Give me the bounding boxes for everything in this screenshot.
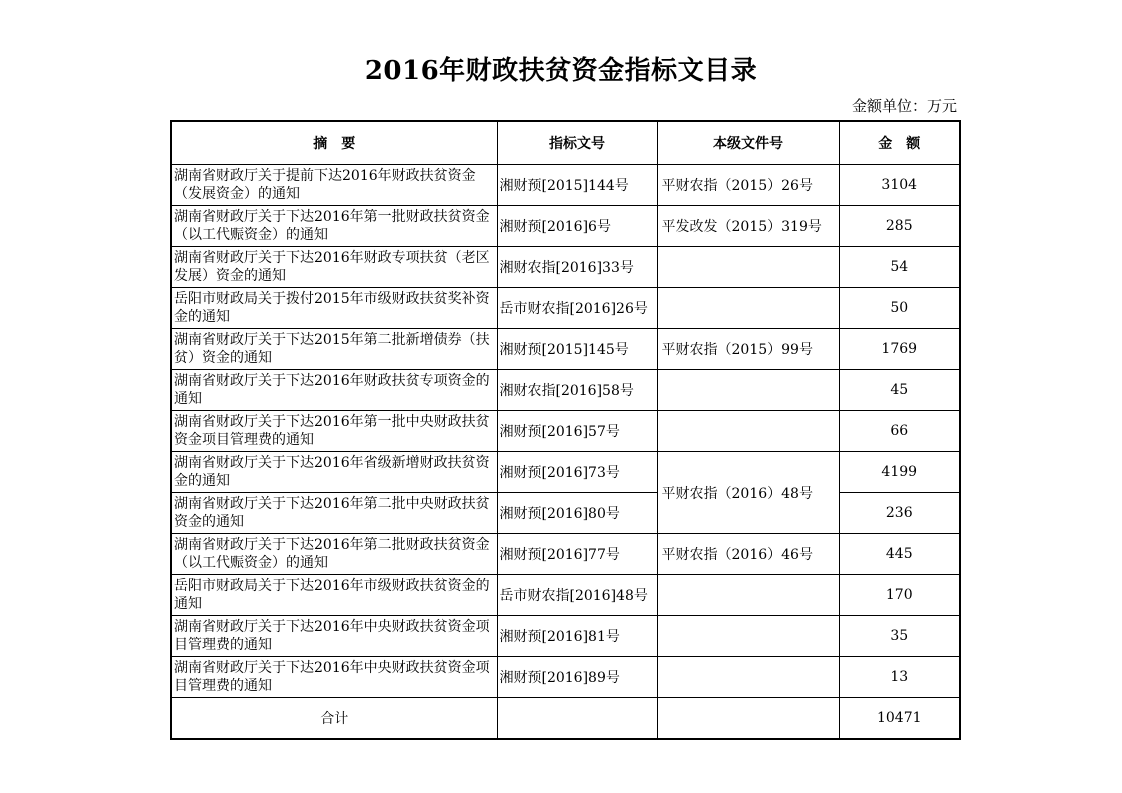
row-own-doc-no	[657, 411, 839, 452]
row-doc-no: 湘财预[2016]80号	[497, 493, 657, 534]
table-row	[171, 411, 960, 452]
row-summary: 湖南省财政厅关于下达2016年省级新增财政扶贫资金的通知	[171, 452, 497, 493]
table-row	[171, 657, 960, 698]
table-row	[171, 370, 960, 411]
row-amount: 170	[839, 575, 960, 616]
row-summary: 湖南省财政厅关于下达2016年第二批中央财政扶贫资金的通知	[171, 493, 497, 534]
table-row	[171, 206, 960, 247]
row-doc-no: 湘财农指[2016]33号	[497, 247, 657, 288]
row-own-doc-no	[657, 575, 839, 616]
row-amount: 285	[839, 206, 960, 247]
row-own-doc-no: 平财农指（2015）26号	[657, 165, 839, 206]
total-doc-no-empty	[497, 698, 657, 740]
row-summary: 湖南省财政厅关于提前下达2016年财政扶贫资金（发展资金）的通知	[171, 165, 497, 206]
row-own-doc-no	[657, 657, 839, 698]
row-summary: 湖南省财政厅关于下达2016年中央财政扶贫资金项目管理费的通知	[171, 657, 497, 698]
row-doc-no: 湘财预[2016]77号	[497, 534, 657, 575]
row-amount: 35	[839, 616, 960, 657]
row-own-doc-no	[657, 370, 839, 411]
table-row	[171, 452, 960, 493]
total-row	[171, 698, 960, 740]
header-amount: 金 额	[839, 121, 960, 165]
row-doc-no: 湘财预[2015]145号	[497, 329, 657, 370]
row-own-doc-no	[657, 247, 839, 288]
row-summary: 湖南省财政厅关于下达2016年财政专项扶贫（老区发展）资金的通知	[171, 247, 497, 288]
row-doc-no: 湘财预[2016]81号	[497, 616, 657, 657]
total-label: 合计	[171, 698, 497, 740]
table-row	[171, 616, 960, 657]
row-doc-no: 岳市财农指[2016]48号	[497, 575, 657, 616]
row-summary: 岳阳市财政局关于下达2016年市级财政扶贫资金的通知	[171, 575, 497, 616]
row-own-doc-no-merged: 平财农指（2016）48号	[657, 452, 839, 534]
row-amount: 3104	[839, 165, 960, 206]
row-summary: 湖南省财政厅关于下达2016年中央财政扶贫资金项目管理费的通知	[171, 616, 497, 657]
table-row	[171, 247, 960, 288]
row-amount: 445	[839, 534, 960, 575]
row-summary: 湖南省财政厅关于下达2016年财政扶贫专项资金的通知	[171, 370, 497, 411]
table-row	[171, 165, 960, 206]
table-row	[171, 329, 960, 370]
row-amount: 50	[839, 288, 960, 329]
row-doc-no: 湘财预[2016]6号	[497, 206, 657, 247]
page-title: 2016年财政扶贫资金指标文目录	[364, 56, 758, 86]
row-amount: 13	[839, 657, 960, 698]
total-own-doc-no-empty	[657, 698, 839, 740]
row-amount: 236	[839, 493, 960, 534]
header-doc-no: 指标文号	[497, 121, 657, 165]
row-doc-no: 湘财农指[2016]58号	[497, 370, 657, 411]
header-own-doc-no: 本级文件号	[657, 121, 839, 165]
row-amount: 4199	[839, 452, 960, 493]
table-row	[171, 493, 960, 534]
row-summary: 湖南省财政厅关于下达2015年第二批新增债券（扶贫）资金的通知	[171, 329, 497, 370]
row-own-doc-no	[657, 288, 839, 329]
total-amount: 10471	[839, 698, 960, 740]
row-doc-no: 湘财预[2016]73号	[497, 452, 657, 493]
table-row	[171, 575, 960, 616]
header-summary: 摘 要	[171, 121, 497, 165]
row-doc-no: 湘财预[2015]144号	[497, 165, 657, 206]
row-own-doc-no	[657, 616, 839, 657]
row-own-doc-no: 平发改发（2015）319号	[657, 206, 839, 247]
row-amount: 1769	[839, 329, 960, 370]
row-own-doc-no: 平财农指（2015）99号	[657, 329, 839, 370]
row-summary: 岳阳市财政局关于拨付2015年市级财政扶贫奖补资金的通知	[171, 288, 497, 329]
unit-label: 金额单位：万元	[851, 97, 957, 115]
row-doc-no: 湘财预[2016]57号	[497, 411, 657, 452]
row-summary: 湖南省财政厅关于下达2016年第一批中央财政扶贫资金项目管理费的通知	[171, 411, 497, 452]
row-amount: 54	[839, 247, 960, 288]
table-header-row	[171, 121, 960, 165]
funding-table	[170, 120, 961, 740]
row-own-doc-no: 平财农指（2016）46号	[657, 534, 839, 575]
row-doc-no: 岳市财农指[2016]26号	[497, 288, 657, 329]
row-amount: 45	[839, 370, 960, 411]
table-row	[171, 534, 960, 575]
row-amount: 66	[839, 411, 960, 452]
table-row	[171, 288, 960, 329]
row-doc-no: 湘财预[2016]89号	[497, 657, 657, 698]
row-summary: 湖南省财政厅关于下达2016年第一批财政扶贫资金（以工代赈资金）的通知	[171, 206, 497, 247]
row-summary: 湖南省财政厅关于下达2016年第二批财政扶贫资金（以工代赈资金）的通知	[171, 534, 497, 575]
